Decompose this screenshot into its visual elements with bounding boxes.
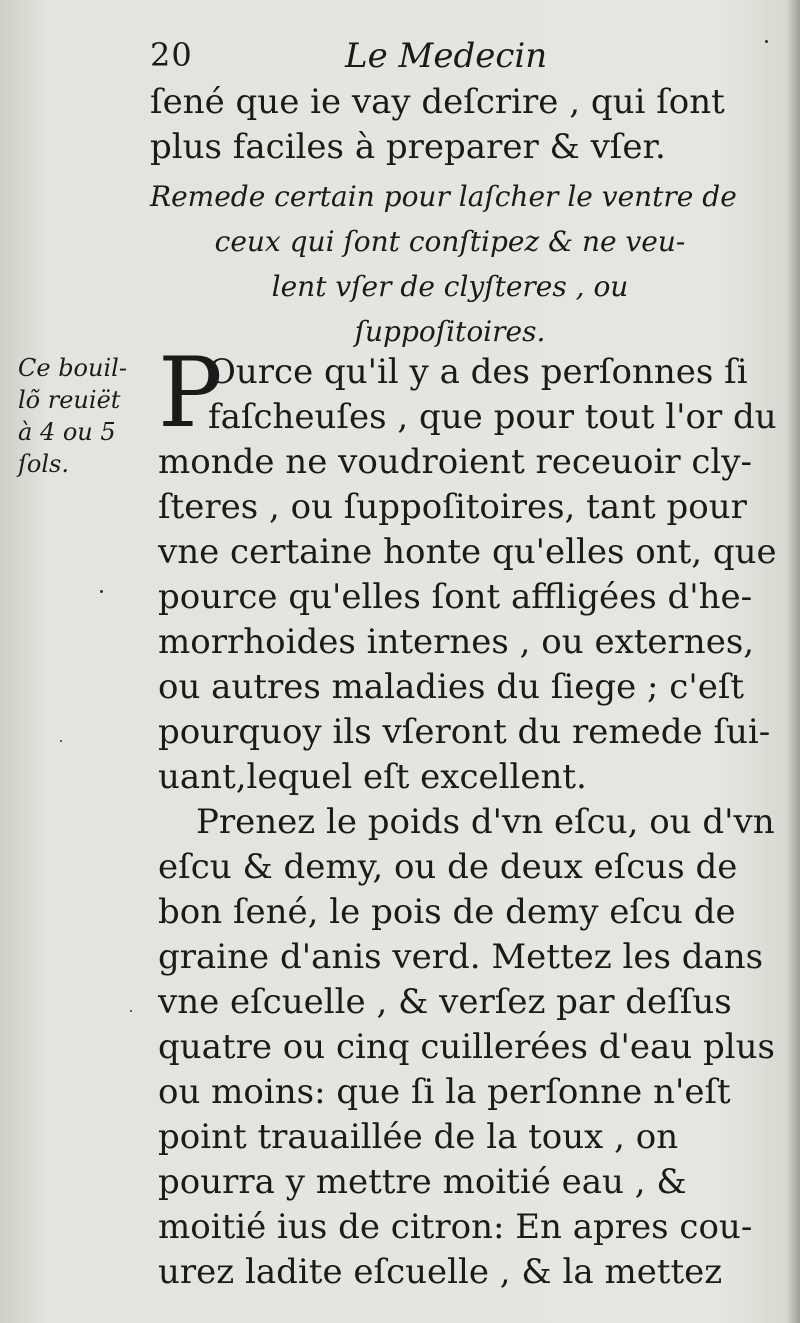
paragraph1-line: faſcheuſes , que pour tout l'or du <box>208 397 777 437</box>
heading-line: ſuppoſitoires. <box>354 315 546 348</box>
text-line: plus faciles à preparer & vſer. <box>150 127 666 167</box>
margin-note-line: lõ reuiët <box>18 386 121 414</box>
paragraph2-line: ou moins: que ſi la perſonne n'eſt <box>158 1072 731 1112</box>
paper-speck <box>60 740 62 742</box>
paragraph2-line: pourra y mettre moitié eau , & <box>158 1162 687 1202</box>
margin-note-line: ſols. <box>18 450 69 478</box>
paragraph1-line: Ource qu'il y a des perſonnes ſi <box>208 352 748 392</box>
paragraph2-line: point trauaillée de la toux , on <box>158 1117 679 1157</box>
running-title: Le Medecin <box>345 36 548 76</box>
paragraph2-line: eſcu & demy, ou de deux eſcus de <box>158 847 738 887</box>
paragraph2-line: bon ſené, le pois de demy eſcu de <box>158 892 736 932</box>
heading-line: ceux qui ſont conſtipez & ne veu- <box>214 225 686 258</box>
paragraph1-line: ou autres maladies du ſiege ; c'eſt <box>158 667 745 707</box>
paragraph2-line: vne eſcuelle , & verſez par deſſus <box>158 982 732 1022</box>
paragraph2-line: urez ladite eſcuelle , & la mettez <box>158 1252 723 1292</box>
paragraph1-line: monde ne voudroient receuoir cly- <box>158 442 753 482</box>
paragraph2-line: Prenez le poids d'vn eſcu, ou d'vn <box>196 802 775 842</box>
margin-note-line: à 4 ou 5 <box>18 418 116 446</box>
heading-line: lent vſer de clyſteres , ou <box>271 270 629 303</box>
paragraph2-line: moitié ius de citron: En apres cou- <box>158 1207 753 1247</box>
paragraph1-line: morrhoides internes , ou externes, <box>158 622 755 662</box>
drop-cap: P <box>158 337 223 449</box>
paragraph2-line: graine d'anis verd. Mettez les dans <box>158 937 764 977</box>
paper-speck <box>130 1010 132 1012</box>
page-edge-shadow <box>786 0 800 1323</box>
paper-speck <box>100 590 103 593</box>
paragraph1-line: ſteres , ou ſuppoſitoires, tant pour <box>158 487 747 527</box>
paragraph1-line: pource qu'elles ſont affligées d'he- <box>158 577 753 617</box>
margin-note <box>18 352 148 480</box>
margin-note-line: Ce bouil- <box>18 354 127 382</box>
paragraph1-line: vne certaine honte qu'elles ont, que <box>158 532 777 572</box>
paragraph1-line: uant,lequel eſt excellent. <box>158 757 587 797</box>
page-number: 20 <box>150 36 193 74</box>
paragraph1-line: pourquoy ils vſeront du remede ſui- <box>158 712 771 752</box>
heading-line: Remede certain pour laſcher le ventre de <box>150 180 737 213</box>
paper-speck <box>765 40 768 43</box>
paragraph2-line: quatre ou cinq cuillerées d'eau plus <box>158 1027 775 1067</box>
top-text-block <box>150 80 770 170</box>
text-line: ſené que ie vay deſcrire , qui ſont <box>150 82 725 122</box>
section-heading <box>150 174 750 354</box>
body-text <box>158 337 778 1295</box>
